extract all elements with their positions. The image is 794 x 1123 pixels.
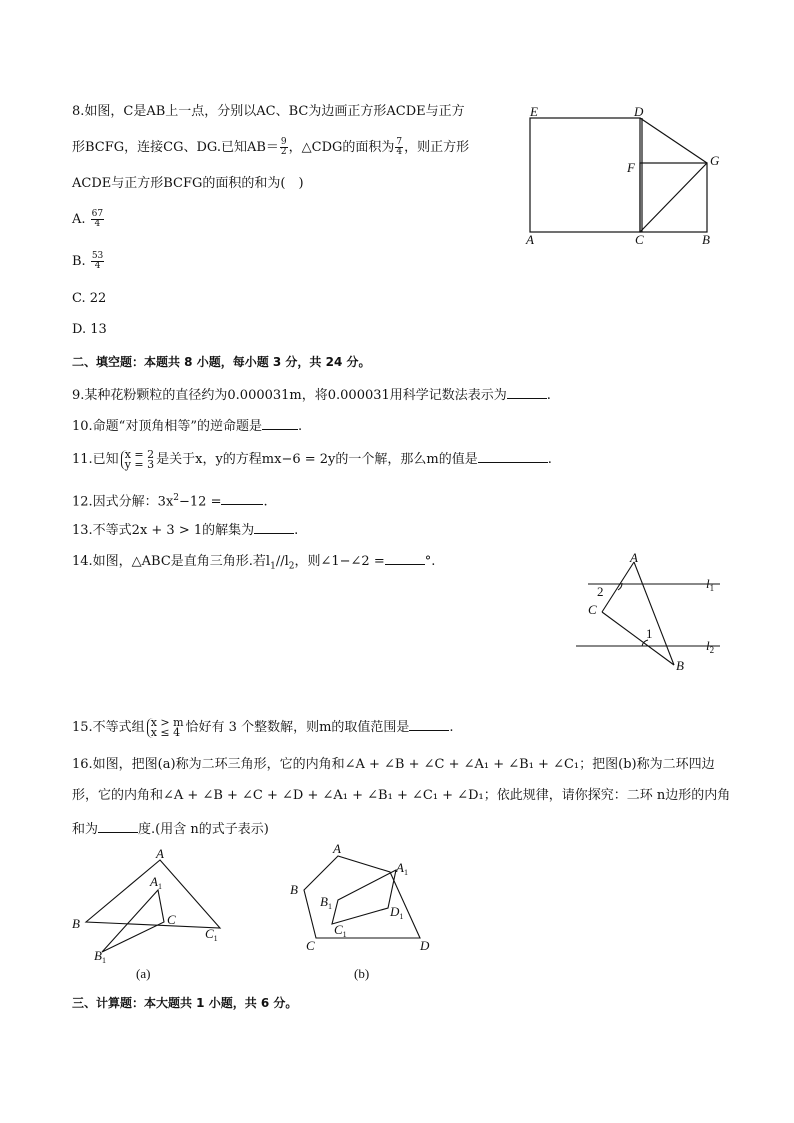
q16-line1: 16.如图，把图(a)称为二环三角形，它的内角和∠A + ∠B + ∠C + ∠A₁ + ∠B₁ + ∠C₁；把图(b)称为二环四边 [72, 757, 715, 772]
q8-option-b: B. $\frac{53}{4}$ [72, 251, 104, 271]
section2-title: 二、填空题：本题共 8 小题，每小题 3 分，共 24 分。 [72, 355, 371, 369]
fig-b-label-d: D [420, 938, 430, 953]
q13: 13.不等式2x + 3 > 1的解集为 . [72, 523, 299, 538]
q8-line2 [72, 136, 469, 160]
label-c: C [588, 602, 597, 617]
caption-a: (a) [136, 966, 151, 981]
label-l2: $l_2$ [706, 638, 715, 655]
angle-1: 1 [646, 626, 653, 641]
q8-option-a: A. $\frac{67}{4}$ [72, 209, 104, 229]
q16-line2: 形，它的内角和∠A + ∠B + ∠C + ∠D + ∠A₁ + ∠B₁ + ∠C₁ + ∠D₁；依此规律，请你探究：二环 n边形的内角 [72, 788, 731, 803]
q10-blank[interactable] [262, 417, 298, 430]
q11-system: x = 2 y = 3 [121, 450, 154, 470]
label-g: G [710, 153, 720, 168]
q15-blank[interactable] [409, 718, 449, 731]
q9-blank[interactable] [507, 386, 547, 399]
ab-fraction: $\frac{9}{2}$ [280, 137, 287, 157]
section3-title: 三、计算题：本大题共 1 小题，共 6 分。 [72, 996, 298, 1010]
triangle-parallel-figure [570, 550, 730, 680]
figure-a [70, 842, 230, 982]
q12-blank[interactable] [221, 492, 263, 505]
q13-blank[interactable] [254, 521, 294, 534]
q9: 9.某种花粉颗粒的直径约为0.000031m，将0.000031用科学记数法表示为 . [72, 388, 551, 403]
label-f: F [627, 160, 635, 175]
segment-cg [640, 163, 707, 232]
q11: 11.已知 x = 2 y = 3 是关于x，y的方程mx−6 = 2y的一个解，那么m的值是 . [72, 447, 552, 471]
q8-line2-b: ，△CDG的面积为 [288, 140, 395, 155]
label-e: E [530, 104, 538, 119]
area-fraction: $\frac{7}{4}$ [396, 137, 403, 157]
label-b: B [702, 232, 710, 247]
fig-a-label-c: C [167, 912, 176, 927]
q14: 14.如图，△ABC是直角三角形.若$l_1//l_2$，则∠1−∠2 = °. [72, 554, 436, 572]
fig-b-label-a: A [333, 841, 341, 856]
fig-a-label-a1: $A_1$ [150, 874, 162, 891]
q12: 12.因式分解：$3x^2-12$ = . [72, 493, 268, 510]
caption-b: (b) [354, 966, 370, 981]
q11-blank[interactable] [478, 450, 548, 463]
q15-system: x > m x ≤ 4 [147, 718, 184, 738]
q8-line3: ACDE与正方形BCFG的面积的和为( ) [72, 176, 304, 191]
angle-2: 2 [597, 584, 604, 599]
label-a: A [526, 232, 534, 247]
squares-figure [520, 102, 730, 252]
q8-line1: 8.如图，C是AB上一点，分别以AC、BC为边画正方形ACDE与正方 [72, 104, 465, 119]
label-c: C [635, 232, 644, 247]
q8-line2-c: ，则正方形 [404, 140, 470, 155]
q8-line2-a: 形BCFG，连接CG、DG.已知AB＝ [72, 140, 279, 155]
fig-b-label-d1: $D_1$ [390, 904, 404, 921]
figure-b [286, 838, 446, 986]
fig-b-label-c: C [306, 938, 315, 953]
fig-a-label-c1: $C_1$ [205, 926, 218, 943]
q8-option-c: C. 22 [72, 291, 107, 306]
q16-blank[interactable] [98, 820, 138, 833]
fig-a-label-a: A [156, 846, 164, 861]
fig-b-label-c1: $C_1$ [334, 922, 347, 939]
fig-a-label-b: B [72, 916, 80, 931]
q14-blank[interactable] [385, 552, 425, 565]
q15: 15.不等式组 x > m x ≤ 4 恰好有 3 个整数解，则m的取值范围是 . [72, 715, 454, 739]
label-b: B [676, 658, 684, 673]
q16-line3: 和为 度.(用含 n的式子表示) [72, 822, 269, 837]
fig-b-label-a1: $A_1$ [396, 860, 408, 877]
segment-dg [640, 118, 707, 163]
q8-option-d: D. 13 [72, 322, 107, 337]
square-acde [530, 118, 640, 232]
label-l1: $l_1$ [706, 576, 715, 593]
label-a: A [630, 550, 638, 565]
fig-b-label-b: B [290, 882, 298, 897]
fig-a-label-b1: $B_1$ [94, 948, 106, 965]
label-d: D [634, 104, 644, 119]
q10: 10.命题“对顶角相等”的逆命题是 . [72, 419, 303, 434]
fig-b-label-b1: $B_1$ [320, 894, 332, 911]
